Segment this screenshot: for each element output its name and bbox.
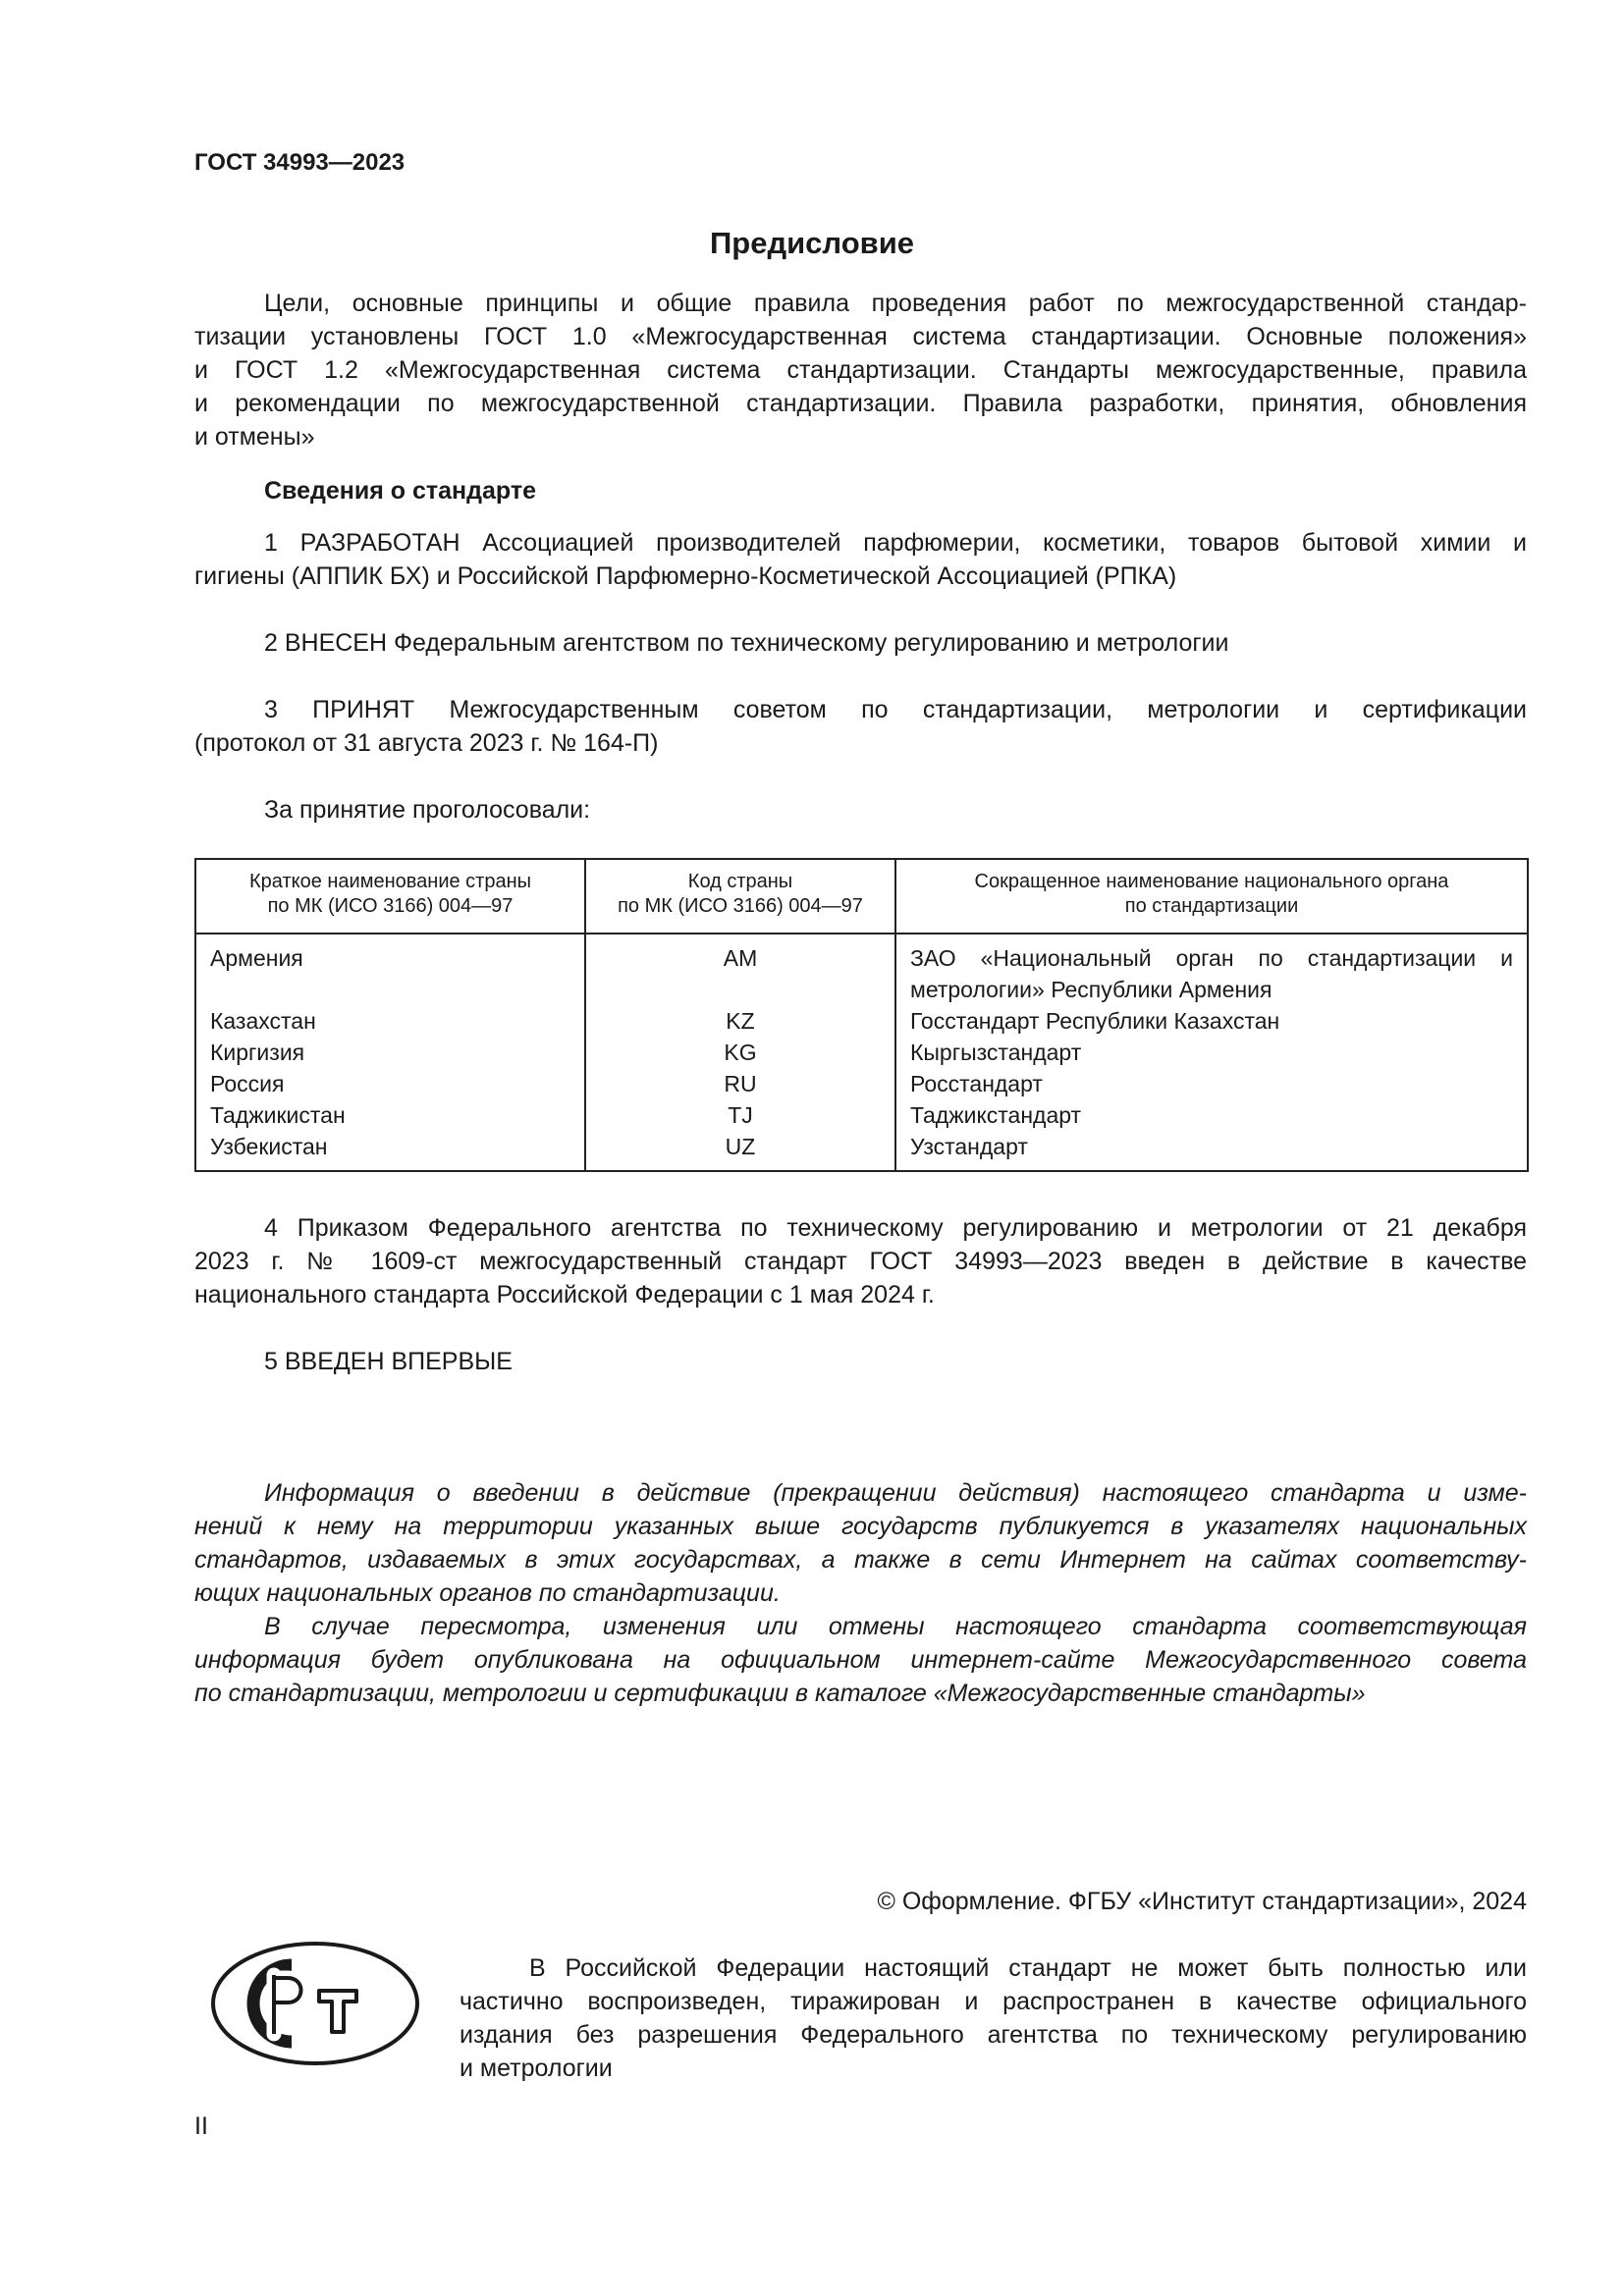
organization-line: ЗАО «Национальный орган по стандартизации и: [910, 945, 1513, 971]
notice-paragraph-2: [194, 1610, 1527, 1710]
intro-line: и отмены»: [194, 423, 315, 451]
column-header-line: по МК (ИСО 3166) 004—97: [618, 895, 863, 917]
organization-cell: Росстандарт: [895, 1068, 1528, 1099]
column-header-line: Сокращенное наименование национального органа: [974, 871, 1449, 892]
notice-line: Информация о введении в действие (прекращении действия) настоящего стандарта и изме-: [264, 1479, 1527, 1507]
item-4-line: 2023 г. № 1609-ст межгосударственный стандарт ГОСТ 34993—2023 введен в действие в качестве: [194, 1248, 1527, 1275]
info-item-1-line: гигиены (АППИК БХ) и Российской Парфюмерно-Косметической Ассоциацией (РПКА): [194, 562, 1177, 590]
section-heading: Сведения о стандарте: [264, 477, 537, 505]
code-cell: KZ: [585, 1005, 895, 1037]
info-item-3-line: (протокол от 31 августа 2023 г. № 164-П): [194, 729, 659, 757]
item-4-line: национального стандарта Российской Федерации с 1 мая 2024 г.: [194, 1281, 935, 1308]
copyright: © Оформление. ФГБУ «Институт стандартизации», 2024: [877, 1888, 1527, 1915]
column-header-line: по МК (ИСО 3166) 004—97: [267, 895, 514, 917]
notice-line: В случае пересмотра, изменения или отмены настоящего стандарта соответствующая: [264, 1613, 1527, 1640]
organization-cell: Кыргызстандарт: [895, 1037, 1528, 1068]
rights-line: и метрологии: [460, 2055, 613, 2082]
voted-label: [194, 793, 1527, 827]
table-row: [195, 1037, 1528, 1068]
notice-line: стандартов, издаваемых в этих государствах, а также в сети Интернет на сайтах соответству-: [194, 1546, 1527, 1574]
column-header-line: Код страны: [687, 871, 793, 892]
table-row: [195, 1068, 1528, 1099]
country-cell: Армения: [210, 945, 303, 971]
intro-line: и ГОСТ 1.2 «Межгосударственная система стандартизации. Стандарты межгосударственные, правила: [194, 356, 1527, 384]
country-cell: Таджикистан: [210, 1102, 346, 1128]
voting-table: [194, 858, 1529, 1172]
rights-line: В Российской Федерации настоящий стандарт не может быть полностью или: [529, 1954, 1527, 1982]
column-header-line: по стандартизации: [1124, 895, 1299, 917]
code-cell: KG: [585, 1037, 895, 1068]
intro-paragraph: [194, 287, 1527, 454]
organization-cell: Узстандарт: [895, 1131, 1528, 1171]
notice-line: нений к нему на территории указанных выше государств публикуется в указателях национальных: [194, 1513, 1527, 1540]
item-4-line: 4 Приказом Федерального агентства по техническому регулированию и метрологии от 21 декабря: [264, 1214, 1527, 1242]
code-cell: RU: [585, 1068, 895, 1099]
code-cell: AM: [585, 934, 895, 1005]
column-header-organization: [895, 859, 1528, 934]
table-row: [195, 1131, 1528, 1171]
info-item-2: [194, 626, 1527, 660]
info-item-3-line: 3 ПРИНЯТ Межгосударственным советом по стандартизации, метрологии и сертификации: [264, 696, 1527, 723]
info-item-1: [194, 526, 1527, 593]
item-4: [194, 1211, 1527, 1311]
country-cell: Казахстан: [210, 1008, 316, 1034]
page-title: Предисловие: [709, 226, 914, 260]
info-item-1-line: 1 РАЗРАБОТАН Ассоциацией производителей парфюмерии, косметики, товаров бытовой химии и: [264, 529, 1527, 557]
intro-line: Цели, основные принципы и общие правила проведения работ по межгосударственной стандар-: [264, 290, 1527, 317]
table-row: [195, 934, 1528, 1005]
rights-line: частично воспроизведен, тиражирован и распространен в качестве официального: [460, 1988, 1527, 2015]
organization-cell: Госстандарт Республики Казахстан: [895, 1005, 1528, 1037]
table-row: [195, 1005, 1528, 1037]
table-row: [195, 1099, 1528, 1131]
organization-line: метрологии» Республики Армения: [910, 977, 1272, 1002]
notice-line: ющих национальных органов по стандартизации.: [194, 1579, 781, 1607]
rst-certification-mark-icon: [209, 1940, 421, 2067]
organization-cell: [895, 934, 1528, 1005]
organization-cell: Таджикстандарт: [895, 1099, 1528, 1131]
column-header-code: [585, 859, 895, 934]
notice-paragraph-1: [194, 1476, 1527, 1610]
doc-number: ГОСТ 34993—2023: [194, 149, 406, 176]
code-cell: TJ: [585, 1099, 895, 1131]
intro-line: тизации установлены ГОСТ 1.0 «Межгосударственная система стандартизации. Основные положения»: [194, 323, 1527, 350]
info-item-2-line: 2 ВНЕСЕН Федеральным агентством по техническому регулированию и метрологии: [264, 629, 1229, 657]
country-cell: Россия: [210, 1071, 285, 1096]
item-5: [194, 1345, 1527, 1378]
page-number: II: [194, 2112, 208, 2140]
rights-line: издания без разрешения Федерального агентства по техническому регулированию: [460, 2021, 1527, 2049]
rights-notice: [460, 1951, 1527, 2085]
notice-line: информация будет опубликована на официальном интернет-сайте Межгосударственного совета: [194, 1646, 1527, 1674]
intro-line: и рекомендации по межгосударственной стандартизации. Правила разработки, принятия, обновления: [194, 390, 1527, 417]
voted-label-text: За принятие проголосовали:: [264, 796, 591, 824]
table-header-row: [195, 859, 1528, 934]
code-cell: UZ: [585, 1131, 895, 1171]
notice-line: по стандартизации, метрологии и сертификации в каталоге «Межгосударственные стандарты»: [194, 1680, 1366, 1707]
country-cell: Узбекистан: [210, 1134, 328, 1159]
item-5-line: 5 ВВЕДЕН ВПЕРВЫЕ: [264, 1348, 513, 1375]
info-item-3: [194, 693, 1527, 760]
country-cell: Киргизия: [210, 1040, 305, 1065]
column-header-line: Краткое наименование страны: [248, 871, 532, 892]
column-header-country: [195, 859, 585, 934]
